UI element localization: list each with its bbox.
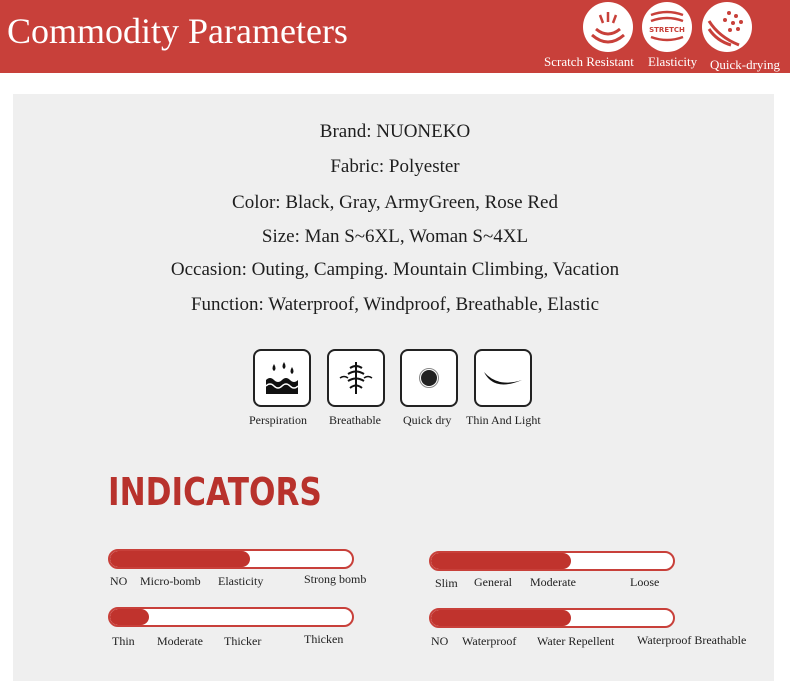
- badge-scratch-resistant: [580, 2, 636, 52]
- badge-stretch: [639, 2, 695, 52]
- tick-label: Moderate: [530, 575, 576, 589]
- tick-label: Strong bomb: [304, 572, 367, 586]
- badge-quick-drying: [699, 2, 755, 52]
- param-occasion: Occasion: Outing, Camping. Mountain Climbing, Vacation: [170, 259, 620, 280]
- quick-drying-icon: [702, 2, 752, 52]
- tick-label: Loose: [630, 575, 660, 589]
- param-fabric: Fabric: Polyester: [330, 156, 460, 177]
- quick-dry-icon: [400, 349, 458, 407]
- scratch-resistant-icon: [583, 2, 633, 52]
- tick-label: Waterproof: [462, 634, 517, 648]
- badge-label-elasticity: Elasticity: [648, 54, 698, 69]
- feature-label-thin-light: Thin And Light: [466, 413, 541, 427]
- param-brand: Brand: NUONEKO: [319, 121, 471, 142]
- page-title: Commodity Parameters: [7, 11, 348, 51]
- tick-label: Water Repellent: [537, 634, 615, 648]
- indicator-bar-fill: [110, 609, 149, 625]
- indicator-bar-fill: [431, 610, 571, 626]
- tick-label: NO: [431, 634, 449, 648]
- feature-label-breathable: Breathable: [329, 413, 381, 427]
- tick-label: Thicker: [224, 634, 262, 648]
- feature-label-quick-dry: Quick dry: [403, 413, 452, 427]
- indicator-bar-fill: [110, 551, 250, 567]
- indicator-bar-waterproof: [429, 608, 675, 628]
- param-function: Function: Waterproof, Windproof, Breathable, Elastic: [190, 294, 600, 315]
- tick-label: General: [474, 575, 512, 589]
- breathable-icon: [327, 349, 385, 407]
- stretch-icon: [642, 2, 692, 52]
- tick-label: Elasticity: [218, 574, 264, 588]
- content-panel: [13, 94, 774, 681]
- thin-light-icon: [474, 349, 532, 407]
- tick-label: NO: [110, 574, 128, 588]
- header-banner: [0, 0, 790, 73]
- perspiration-icon: [253, 349, 311, 407]
- indicator-bar-fill: [431, 553, 571, 569]
- tick-label: Thicken: [304, 632, 344, 646]
- feature-label-perspiration: Perspiration: [249, 413, 307, 427]
- indicator-bar-thickness: [108, 607, 354, 627]
- badge-label-scratch-resistant: Scratch Resistant: [544, 54, 634, 69]
- tick-label: Moderate: [157, 634, 203, 648]
- indicator-bar-fit: [429, 551, 675, 571]
- tick-label: Waterproof Breathable: [637, 633, 747, 647]
- param-color: Color: Black, Gray, ArmyGreen, Rose Red: [232, 192, 558, 213]
- stretch-icon-text: STRETCH: [649, 26, 685, 34]
- tick-label: Thin: [112, 634, 135, 648]
- badge-label-quick-drying: Quick-drying: [710, 57, 781, 72]
- tick-label: Slim: [435, 576, 458, 590]
- indicators-title: INDICATORS: [108, 470, 322, 514]
- indicator-bar-elasticity: [108, 549, 354, 569]
- tick-label: Micro-bomb: [140, 574, 201, 588]
- param-size: Size: Man S~6XL, Woman S~4XL: [261, 226, 529, 247]
